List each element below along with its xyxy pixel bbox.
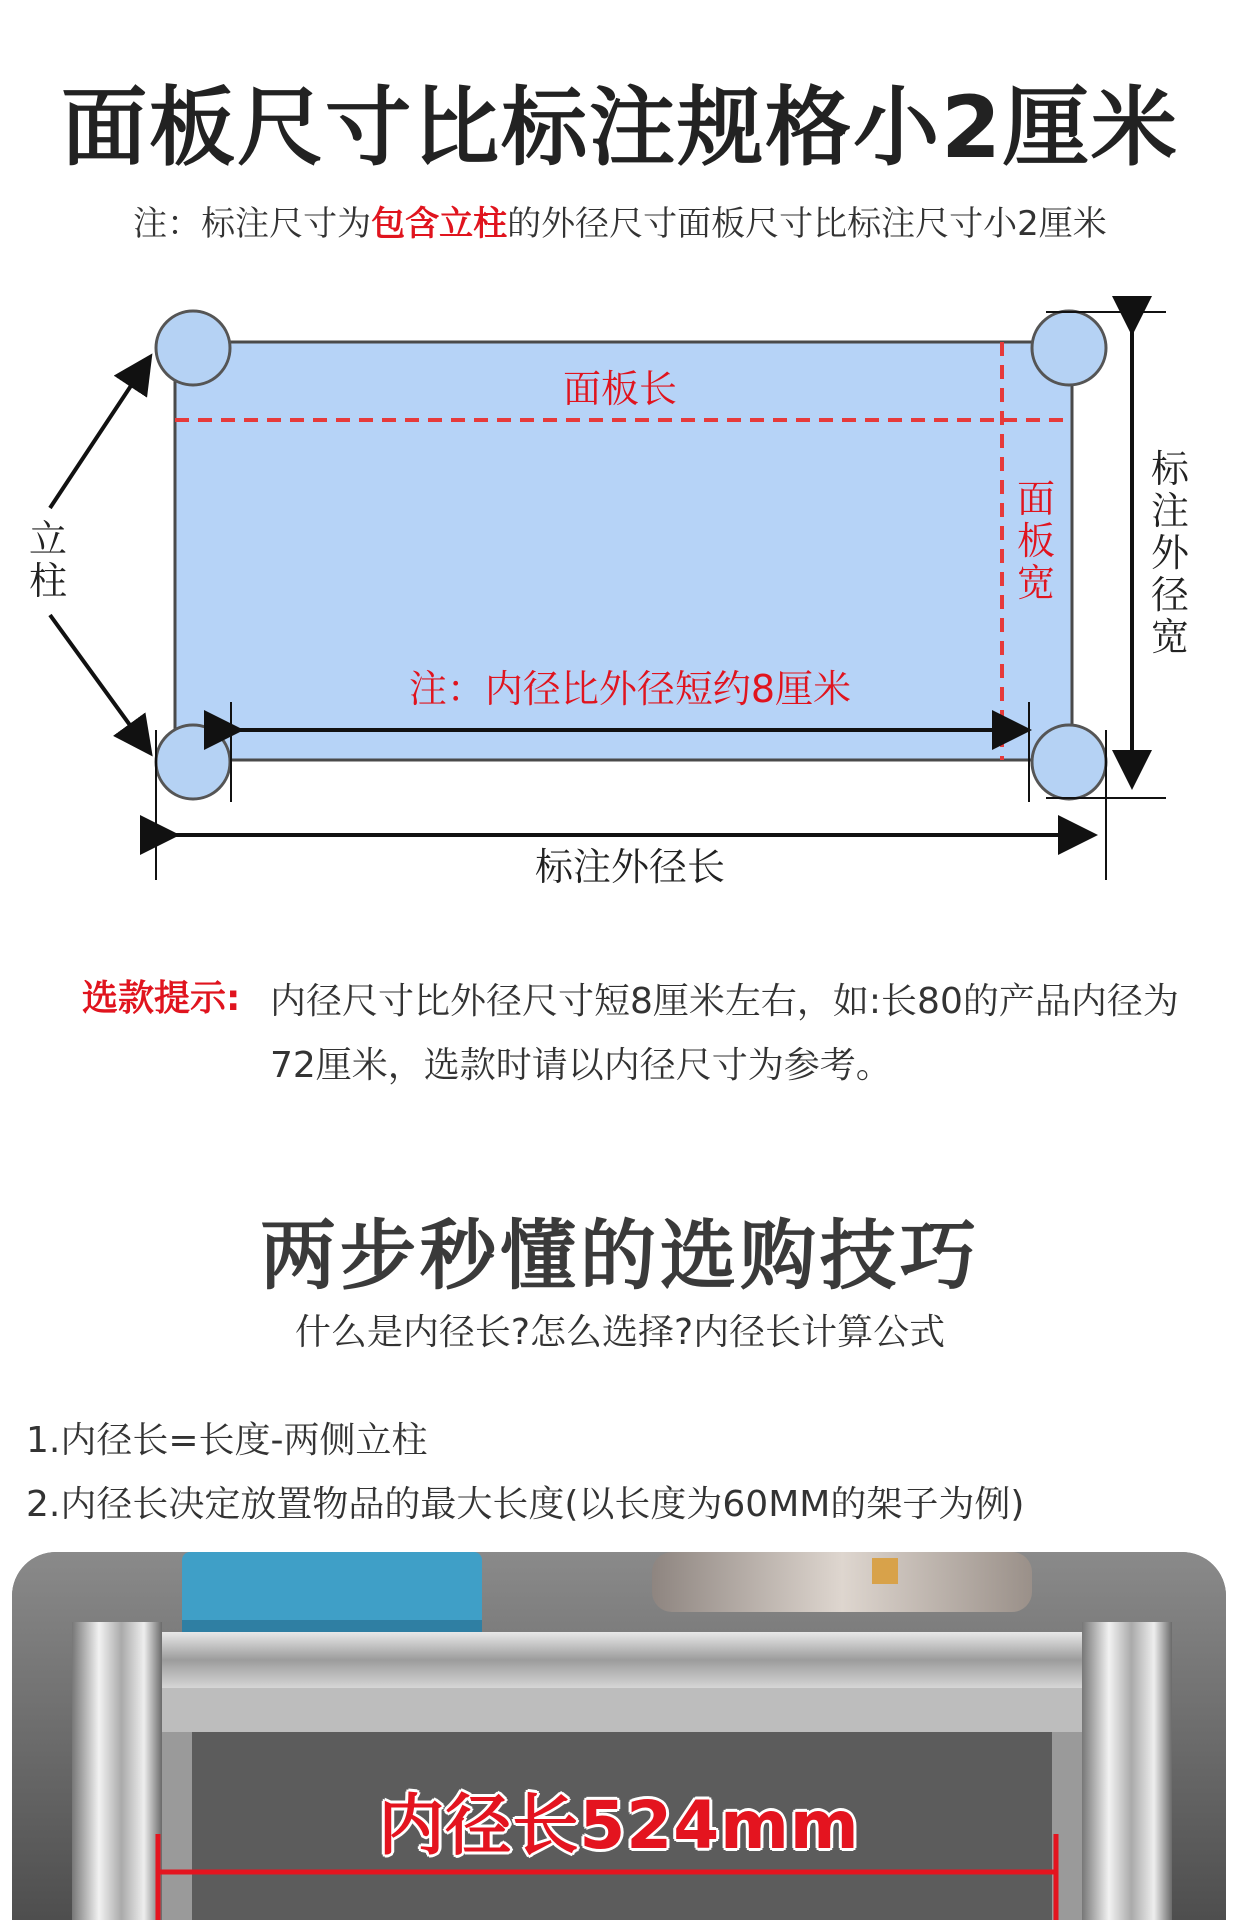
size-note [0, 196, 1240, 245]
section-subtitle: 什么是内径长?怎么选择?内径长计算公式 [294, 1312, 946, 1353]
post-arrow-up [50, 360, 148, 508]
outer-width-label-4: 径 [1150, 573, 1190, 617]
page-title: 面板尺寸比标注规格小2厘米 [61, 78, 1179, 178]
dimension-diagram [0, 290, 1240, 910]
cooker-button [872, 1558, 898, 1584]
note-highlight: 包含立柱 [371, 204, 508, 244]
step-item-2: 2.内径长决定放置物品的最大长度(以长度为60MM的架子为例) [26, 1484, 1025, 1525]
post-label-1: 立 [28, 517, 68, 561]
shelf-photo [12, 1552, 1226, 1920]
post-label-2: 柱 [28, 559, 68, 603]
post-top-right [1032, 311, 1106, 385]
outer-width-label-5: 宽 [1150, 615, 1190, 659]
shelf-post-left [72, 1622, 162, 1920]
inner-note-label: 注：内径比外径短约8厘米 [408, 667, 852, 711]
tip-text: 内径尺寸比外径尺寸短8厘米左右，如:长80的产品内径为72厘米，选款时请以内径尺寸为参考。 [270, 981, 1179, 1086]
panel-length-label: 面板长 [562, 367, 678, 411]
rice-cooker [652, 1552, 1032, 1612]
tip-label: 选款提示: [82, 978, 241, 1019]
outer-width-label-1: 标 [1150, 447, 1190, 491]
section-title: 两步秒懂的选购技巧 [260, 1211, 980, 1300]
outer-width-label-2: 注 [1150, 489, 1190, 533]
shelf-top-bar [72, 1632, 1172, 1688]
inner-length-label: 内径长524mm [378, 1787, 860, 1864]
post-bottom-left [156, 725, 230, 799]
panel-width-label-3: 宽 [1016, 561, 1056, 605]
note-prefix: 注：标注尺寸为 [133, 204, 372, 244]
note-suffix: 的外径尺寸面板尺寸比标注尺寸小2厘米 [507, 204, 1107, 244]
outer-length-label: 标注外径长 [534, 845, 726, 889]
post-arrow-down [50, 615, 148, 750]
outer-width-label-3: 外 [1150, 531, 1190, 575]
panel-width-label-2: 板 [1016, 519, 1056, 563]
panel-width-label-1: 面 [1016, 477, 1056, 521]
post-top-left [156, 311, 230, 385]
shelf-post-right [1082, 1622, 1172, 1920]
shelf-top-underside [122, 1688, 1122, 1732]
post-bottom-right [1032, 725, 1106, 799]
step-item-1: 1.内径长=长度-两侧立柱 [26, 1420, 428, 1461]
